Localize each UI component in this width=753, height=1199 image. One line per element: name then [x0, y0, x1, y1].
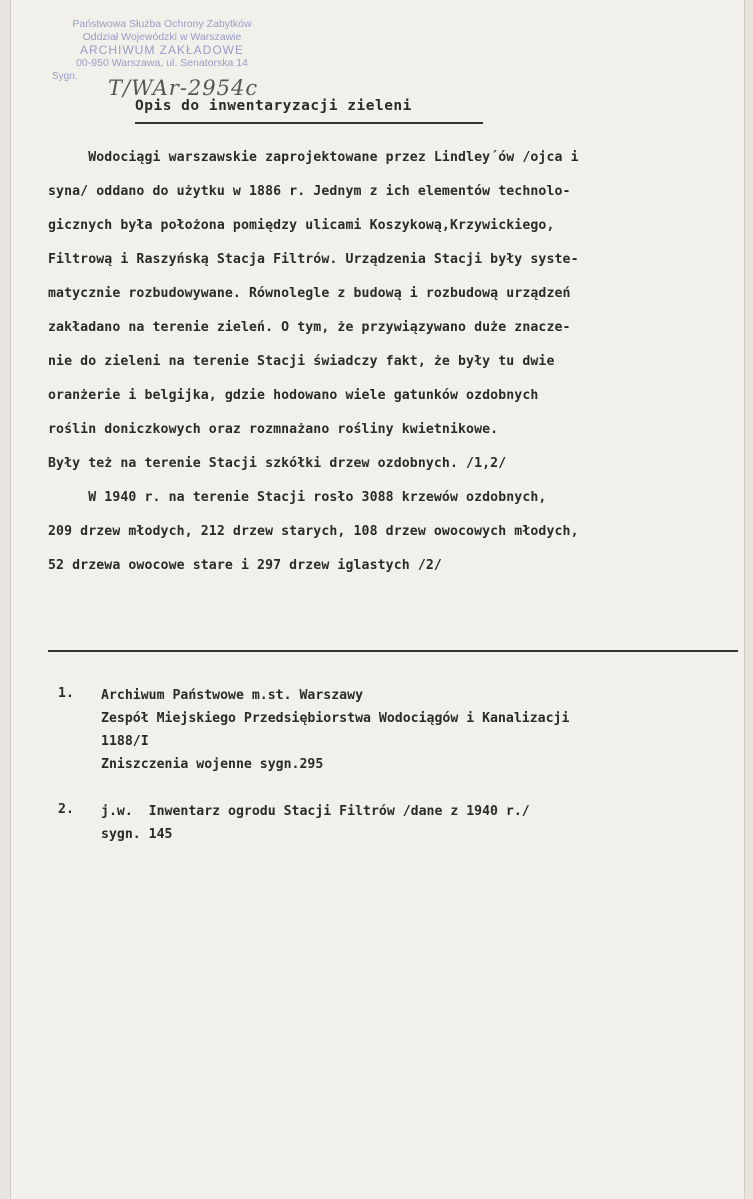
paragraph-line: Wodociągi warszawskie zaprojektowane przez Lindley´ów /ojca i [48, 150, 579, 165]
footnote-line: j.w. Inwentarz ogrodu Stacji Filtrów /dane z 1940 r./ [101, 804, 530, 819]
paragraph-line: 209 drzew młodych, 212 drzew starych, 108 drzew owocowych młodych, [48, 524, 579, 539]
paragraph-line: syna/ oddano do użytku w 1886 r. Jednym z ich elementów technolo- [48, 184, 571, 199]
paragraph-line: gicznych była położona pomiędzy ulicami Koszykową,Krzywickiego, [48, 218, 555, 233]
footnote-line: sygn. 145 [101, 827, 173, 842]
main-paragraph [48, 148, 728, 590]
paragraph-line: nie do zieleni na terenie Stacji świadczy fakt, że były tu dwie [48, 354, 555, 369]
footnote-line: Archiwum Państwowe m.st. Warszawy [101, 688, 364, 703]
paragraph-line: roślin doniczkowych oraz rozmnażano rośliny kwietnikowe. [48, 422, 499, 437]
footnote-line: 1188/I [101, 734, 149, 749]
document-title: Opis do inwentaryzacji zieleni [135, 98, 412, 114]
archive-stamp [52, 18, 272, 82]
paragraph-line: Były też na terenie Stacji szkółki drzew ozdobnych. /1,2/ [48, 456, 507, 471]
paragraph-line: 52 drzewa owocowe stare i 297 drzew iglastych /2/ [48, 558, 442, 573]
footnote-1 [58, 686, 728, 778]
footnotes [58, 686, 728, 848]
stamp-line: ARCHIWUM ZAKŁADOWE [79, 43, 244, 57]
footnote-number: 2. [58, 802, 74, 817]
handwritten-signature: T/WAr-2954c [108, 76, 259, 100]
paragraph-line: oranżerie i belgijka, gdzie hodowano wiele gatunków ozdobnych [48, 388, 539, 403]
stamp-line: 00-950 Warszawa, ul. Senatorska 14 [76, 57, 248, 69]
title-underline [135, 122, 483, 124]
footnote-number: 1. [58, 686, 74, 701]
paragraph-line: zakładano na terenie zieleń. O tym, że przywiązywano duże znacze- [48, 320, 571, 335]
footnote-line: Zniszczenia wojenne sygn.295 [101, 757, 324, 772]
paragraph-line: matycznie rozbudowywane. Równolegle z budową i rozbudową urządzeń [48, 286, 571, 301]
footnote-2 [58, 802, 728, 848]
paragraph-line: Filtrową i Raszyńską Stacja Filtrów. Urządzenia Stacji były syste- [48, 252, 579, 267]
paragraph-line: W 1940 r. na terenie Stacji rosło 3088 krzewów ozdobnych, [48, 490, 547, 505]
stamp-sygn-label: Sygn. [52, 71, 78, 82]
stamp-line: Oddział Wojewódzki w Warszawie [82, 31, 242, 43]
footnote-separator [48, 650, 738, 652]
stamp-line: Państwowa Służba Ochrony Zabytków [72, 18, 252, 30]
footnote-line: Zespół Miejskiego Przedsiębiorstwa Wodociągów i Kanalizacji [101, 711, 570, 726]
